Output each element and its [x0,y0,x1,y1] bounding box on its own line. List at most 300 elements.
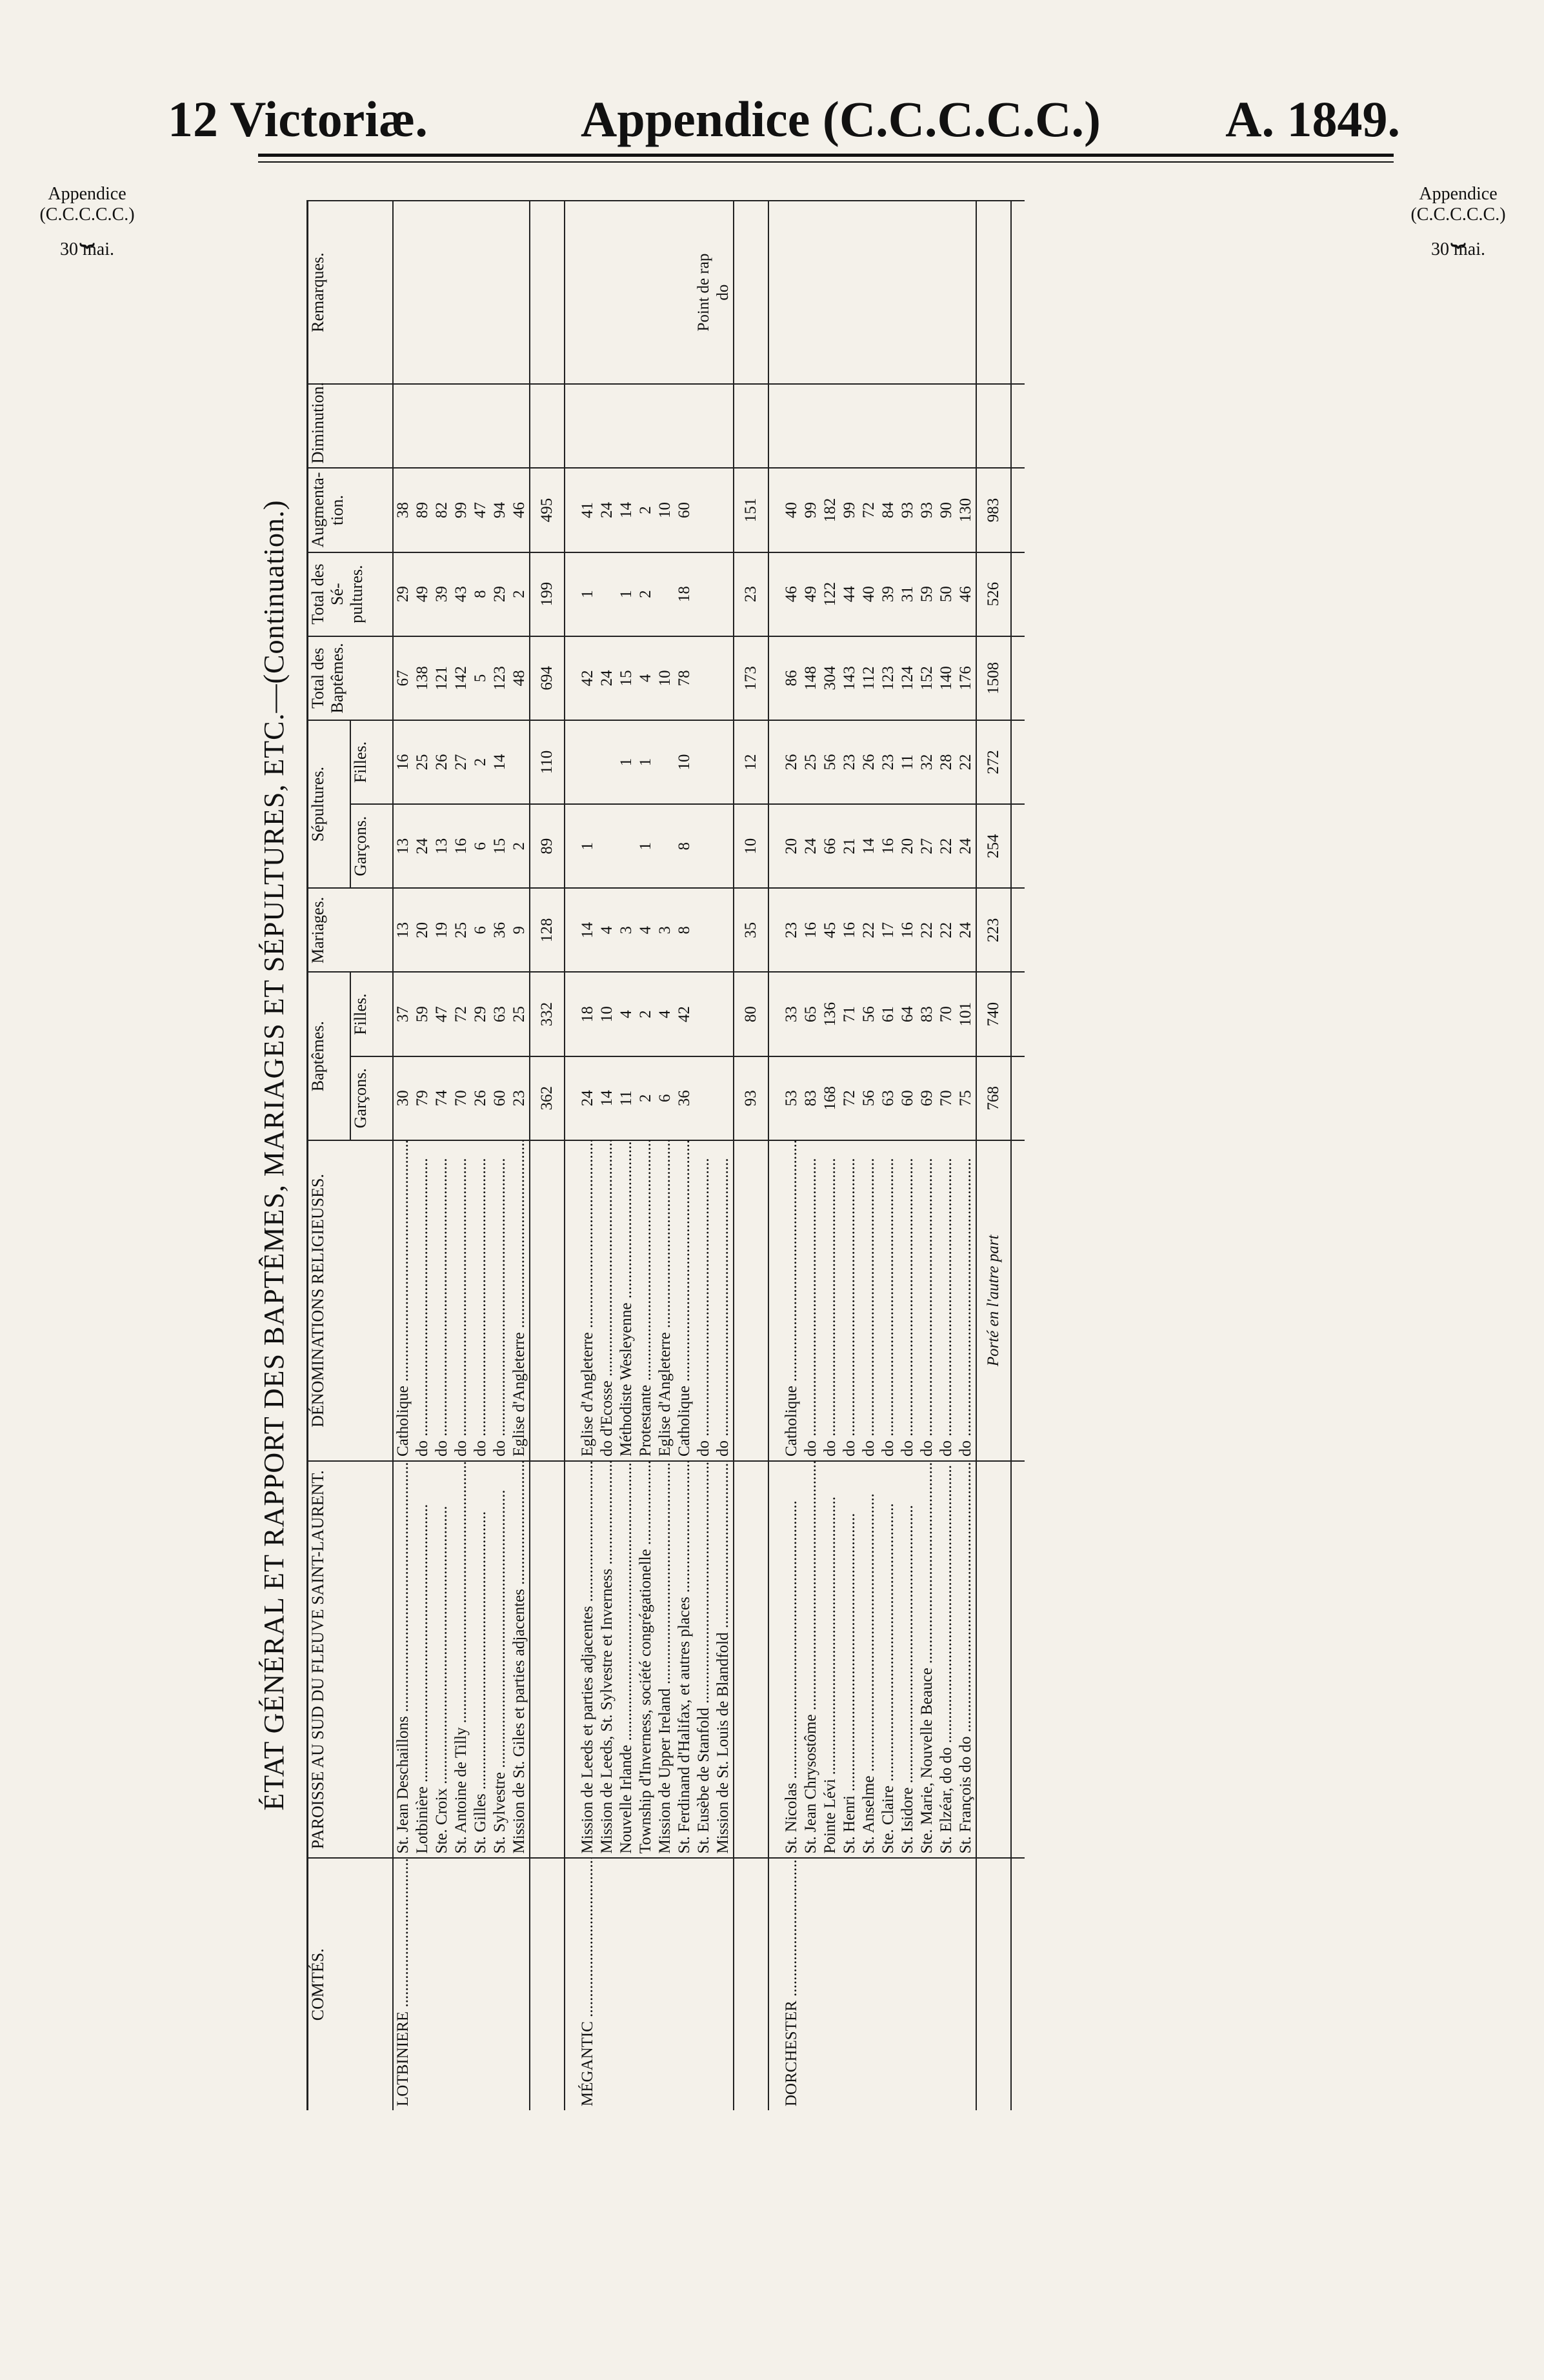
cell-ts: 39 [432,552,452,636]
cell-sg: 8 [675,804,694,888]
col-bapt-garcons: Garçons. [350,1056,393,1140]
cell-tb: 152 [917,636,937,720]
col-diminution: Diminution. [308,384,394,468]
cell-bf: 59 [413,973,432,1056]
margin-note-date: 30 mai. [60,239,114,259]
total-label [734,1140,768,1461]
brace-icon: ⏟ [1450,217,1466,247]
cell-rem [879,201,898,384]
denomination: do ..... [956,1140,976,1461]
cell-bf: 18 [578,973,597,1056]
parish-name: St. Nicolas ..... [782,1461,801,1858]
gap-cell [1011,1056,1025,1140]
total-bg: 362 [530,1056,565,1140]
gap-cell [565,468,578,552]
cell-sf: 10 [675,720,694,804]
total-bf: 80 [734,973,768,1056]
table-row [879,201,898,2110]
cell-bg: 30 [393,1056,413,1140]
cell-bf: 4 [617,973,636,1056]
cell-sg [656,804,675,888]
cell-bf: 2 [636,973,656,1056]
cell-tb: 142 [452,636,471,720]
cell-ts: 49 [801,552,821,636]
cell-dim [617,384,636,468]
gap-cell [1011,804,1025,888]
gap-cell [565,1140,578,1461]
cell-bg: 24 [578,1056,597,1140]
cell-rem [578,201,597,384]
county-cell [471,1858,490,2110]
denomination: do ..... [821,1140,840,1461]
cell-sf: 1 [617,720,636,804]
cell-bg: 70 [452,1056,471,1140]
cell-tb: 124 [898,636,917,720]
margin-note-title: Appendice [48,184,126,204]
table-row [694,201,714,2110]
cell-rem [937,201,956,384]
statistics-table [306,200,1025,2110]
county-cell [821,1858,840,2110]
cell-dim [898,384,917,468]
denomination: do ..... [801,1140,821,1461]
cell-rem [917,201,937,384]
cell-aug: 10 [656,468,675,552]
county-cell [490,1858,510,2110]
total-bf: 332 [530,973,565,1056]
cell-aug: 47 [471,468,490,552]
gap-cell [768,1858,782,2110]
county-cell [956,1858,976,2110]
cell-sf: 25 [413,720,432,804]
cell-bf: 83 [917,973,937,1056]
cell-sf [578,720,597,804]
total-sg: 89 [530,804,565,888]
cell-sf: 23 [840,720,859,804]
cell-m: 3 [617,888,636,972]
cell-bg: 23 [510,1056,530,1140]
gap-cell [1011,552,1025,636]
cell-bg: 6 [656,1056,675,1140]
cell-bg: 60 [490,1056,510,1140]
total-spacer [976,1858,1011,2110]
cell-ts: 29 [490,552,510,636]
cell-dim [656,384,675,468]
denomination: do ..... [694,1140,714,1461]
table-row [578,201,597,2110]
table-row [917,201,937,2110]
cell-sg: 6 [471,804,490,888]
cell-dim [490,384,510,468]
total-sg: 10 [734,804,768,888]
cell-sf: 27 [452,720,471,804]
gap-cell [1011,384,1025,468]
cell-rem [840,201,859,384]
total-tb: 1508 [976,636,1011,720]
parish-name: St. Ferdinand d'Halifax, et autres places ..... [675,1461,694,1858]
gap-cell [1011,1140,1025,1461]
table-row [714,201,734,2110]
cell-tb: 123 [879,636,898,720]
cell-tb: 4 [636,636,656,720]
total-label [530,1140,565,1461]
cell-bg [714,1056,734,1140]
parish-name: St. Jean Chrysostôme ..... [801,1461,821,1858]
cell-aug: 182 [821,468,840,552]
gap-cell [565,552,578,636]
cell-tb: 48 [510,636,530,720]
cell-aug: 72 [859,468,879,552]
cell-rem: do [714,201,734,384]
cell-ts: 46 [956,552,976,636]
denomination: do ..... [471,1140,490,1461]
cell-m: 19 [432,888,452,972]
county-cell [597,1858,617,2110]
county-cell [801,1858,821,2110]
cell-aug: 89 [413,468,432,552]
denomination: do ..... [413,1140,432,1461]
total-bf: 740 [976,973,1011,1056]
appendix-label: Appendice (C.C.C.C.C.) [581,91,1101,147]
group-gap [1011,201,1025,2110]
table-row [840,201,859,2110]
cell-sf [597,720,617,804]
cell-tb: 24 [597,636,617,720]
denomination: Eglise d'Angleterre ..... [656,1140,675,1461]
gap-cell [1011,973,1025,1056]
gap-cell [565,804,578,888]
cell-m: 3 [656,888,675,972]
gap-cell [1011,888,1025,972]
gap-cell [1011,1858,1025,2110]
cell-bf: 70 [937,973,956,1056]
total-dim [734,384,768,468]
cell-ts: 40 [859,552,879,636]
table-row [782,201,801,2110]
cell-bg: 26 [471,1056,490,1140]
denomination: do ..... [840,1140,859,1461]
cell-rem [413,201,432,384]
margin-note-title: Appendice [1419,184,1498,204]
cell-tb: 148 [801,636,821,720]
county-cell [413,1858,432,2110]
cell-rem [821,201,840,384]
gap-cell [1011,636,1025,720]
cell-sf [694,720,714,804]
cell-sg: 15 [490,804,510,888]
cell-aug: 84 [879,468,898,552]
county-cell [617,1858,636,2110]
gap-cell [768,720,782,804]
parish-name: Ste. Croix ..... [432,1461,452,1858]
gap-cell [768,804,782,888]
total-row [530,201,565,2110]
denomination: do ..... [452,1140,471,1461]
cell-ts: 2 [510,552,530,636]
cell-tb: 143 [840,636,859,720]
county-cell [937,1858,956,2110]
cell-m: 4 [636,888,656,972]
header-rule [258,154,1394,157]
col-augmentation: Augmenta-tion. [308,468,394,552]
county-cell [840,1858,859,2110]
cell-sg: 21 [840,804,859,888]
total-tb: 173 [734,636,768,720]
cell-sf: 25 [801,720,821,804]
cell-bf: 61 [879,973,898,1056]
table-row [937,201,956,2110]
cell-bf: 10 [597,973,617,1056]
gap-cell [768,552,782,636]
cell-tb: 42 [578,636,597,720]
cell-aug: 60 [675,468,694,552]
cell-aug: 94 [490,468,510,552]
table-title: ÉTAT GÉNÉRAL ET RAPPORT DES BAPTÊMES, MARIAGES ET SÉPULTURES, ETC.—(Continuation.) [258,499,290,1811]
cell-bf: 56 [859,973,879,1056]
county-cell [452,1858,471,2110]
cell-ts [714,552,734,636]
cell-ts [597,552,617,636]
cell-sf: 11 [898,720,917,804]
col-total-baptemes: Total des Baptêmes. [308,636,394,720]
cell-bf [694,973,714,1056]
county-cell [694,1858,714,2110]
table-row [859,201,879,2110]
county-cell [510,1858,530,2110]
county-name: DORCHESTER ..... [782,1858,801,2110]
parish-name: St. François do do ..... [956,1461,976,1858]
cell-sg: 1 [578,804,597,888]
total-sf: 272 [976,720,1011,804]
cell-bg: 168 [821,1056,840,1140]
denomination: do ..... [714,1140,734,1461]
total-tb: 694 [530,636,565,720]
cell-dim [937,384,956,468]
cell-dim [432,384,452,468]
county-cell [714,1858,734,2110]
cell-sg: 16 [452,804,471,888]
cell-bf: 71 [840,973,859,1056]
cell-aug: 99 [840,468,859,552]
cell-sf [510,720,530,804]
cell-aug: 14 [617,468,636,552]
total-spacer [530,1858,565,2110]
cell-sg [694,804,714,888]
brace-icon: ⏟ [79,217,95,247]
cell-bg: 14 [597,1056,617,1140]
cell-dim [782,384,801,468]
cell-dim [821,384,840,468]
table-row [490,201,510,2110]
cell-aug: 99 [801,468,821,552]
table-row [821,201,840,2110]
total-dim [976,384,1011,468]
cell-m [694,888,714,972]
col-denominations: DÉNOMINATIONS RELIGIEUSES. [308,1140,394,1461]
parish-name: St. Eusèbe de Stanfold ..... [694,1461,714,1858]
cell-m: 17 [879,888,898,972]
cell-bg: 75 [956,1056,976,1140]
table-row [452,201,471,2110]
col-baptemes: Baptêmes. [308,973,351,1140]
cell-m: 9 [510,888,530,972]
cell-sf: 32 [917,720,937,804]
col-mariages: Mariages. [308,888,394,972]
cell-ts: 122 [821,552,840,636]
col-total-sepultures: Total des Sé-pultures. [308,552,394,636]
denomination: do ..... [898,1140,917,1461]
margin-note-ref: (C.C.C.C.C.) [39,205,135,225]
cell-bf: 4 [656,973,675,1056]
table-row [510,201,530,2110]
cell-sg: 16 [879,804,898,888]
cell-sg: 24 [956,804,976,888]
table-row [432,201,452,2110]
cell-rem [597,201,617,384]
total-m: 128 [530,888,565,972]
parish-name: Township d'Inverness, société congrégationelle ..... [636,1461,656,1858]
cell-ts: 29 [393,552,413,636]
cell-m: 24 [956,888,976,972]
cell-bg: 79 [413,1056,432,1140]
parish-name: Mission de St. Giles et parties adjacentes ..... [510,1461,530,1858]
parish-name: St. Antoine de Tilly ..... [452,1461,471,1858]
parish-name: St. Anselme ..... [859,1461,879,1858]
cell-m: 16 [840,888,859,972]
gap-cell [565,973,578,1056]
cell-rem [432,201,452,384]
county-cell [675,1858,694,2110]
cell-sg: 66 [821,804,840,888]
cell-dim [879,384,898,468]
table-row [801,201,821,2110]
cell-aug: 130 [956,468,976,552]
cell-rem [452,201,471,384]
denomination: Eglise d'Angleterre ..... [578,1140,597,1461]
cell-sg: 2 [510,804,530,888]
cell-rem [490,201,510,384]
cell-bf: 64 [898,973,917,1056]
cell-tb: 86 [782,636,801,720]
cell-rem [510,201,530,384]
cell-tb: 67 [393,636,413,720]
cell-m: 45 [821,888,840,972]
cell-ts: 1 [617,552,636,636]
cell-tb: 5 [471,636,490,720]
cell-sg: 27 [917,804,937,888]
cell-m: 36 [490,888,510,972]
cell-sf: 22 [956,720,976,804]
cell-tb: 304 [821,636,840,720]
total-spacer [530,1461,565,1858]
parish-name: St. Gilles ..... [471,1461,490,1858]
cell-bg: 36 [675,1056,694,1140]
parish-name: Ste. Marie, Nouvelle Beauce ..... [917,1461,937,1858]
gap-cell [768,1461,782,1858]
cell-ts: 1 [578,552,597,636]
gap-cell [1011,201,1025,384]
cell-bg: 53 [782,1056,801,1140]
total-label: Porté en l'autre part [976,1140,1011,1461]
cell-dim [578,384,597,468]
cell-bf: 72 [452,973,471,1056]
cell-sf: 26 [432,720,452,804]
cell-rem [859,201,879,384]
county-name: MÉGANTIC ..... [578,1858,597,2110]
parish-name: Mission de St. Louis de Blandfold ..... [714,1461,734,1858]
gap-cell [768,201,782,384]
cell-aug: 38 [393,468,413,552]
cell-m: 8 [675,888,694,972]
cell-sf: 16 [393,720,413,804]
cell-rem: Point de rap [694,201,714,384]
cell-dim [471,384,490,468]
gap-cell [565,720,578,804]
cell-ts: 43 [452,552,471,636]
cell-bg: 72 [840,1056,859,1140]
cell-sf: 28 [937,720,956,804]
cell-ts: 2 [636,552,656,636]
cell-bg: 2 [636,1056,656,1140]
year-label: A. 1849. [1225,91,1400,147]
cell-aug: 46 [510,468,530,552]
cell-sg [617,804,636,888]
parish-name: St. Jean Deschaillons ..... [393,1461,413,1858]
gap-cell [1011,1461,1025,1858]
cell-m: 16 [801,888,821,972]
cell-dim [956,384,976,468]
cell-tb: 121 [432,636,452,720]
cell-dim [597,384,617,468]
total-rem [530,201,565,384]
cell-bf: 25 [510,973,530,1056]
total-sg: 254 [976,804,1011,888]
county-cell [656,1858,675,2110]
cell-tb: 138 [413,636,432,720]
cell-sg [597,804,617,888]
gap-cell [768,1056,782,1140]
cell-sf: 1 [636,720,656,804]
cell-bf: 47 [432,973,452,1056]
cell-m: 6 [471,888,490,972]
cell-aug [694,468,714,552]
cell-bg: 69 [917,1056,937,1140]
page-header [161,84,1407,148]
parish-name: Mission de Leeds et parties adjacentes ..... [578,1461,597,1858]
total-sf: 110 [530,720,565,804]
margin-note-date: 30 mai. [1431,239,1485,259]
cell-rem [393,201,413,384]
cell-aug: 99 [452,468,471,552]
cell-tb [694,636,714,720]
table-body [393,201,1025,2110]
cell-m: 23 [782,888,801,972]
cell-dim [452,384,471,468]
cell-rem [801,201,821,384]
cell-m: 22 [917,888,937,972]
cell-bg [694,1056,714,1140]
rotated-table [242,200,1416,2110]
denomination: Protestante ..... [636,1140,656,1461]
cell-sf: 26 [859,720,879,804]
cell-sf: 23 [879,720,898,804]
cell-bg: 11 [617,1056,636,1140]
gap-cell [1011,468,1025,552]
margin-note-ref: (C.C.C.C.C.) [1410,205,1506,225]
cell-m: 22 [859,888,879,972]
county-cell [898,1858,917,2110]
gap-cell [565,384,578,468]
